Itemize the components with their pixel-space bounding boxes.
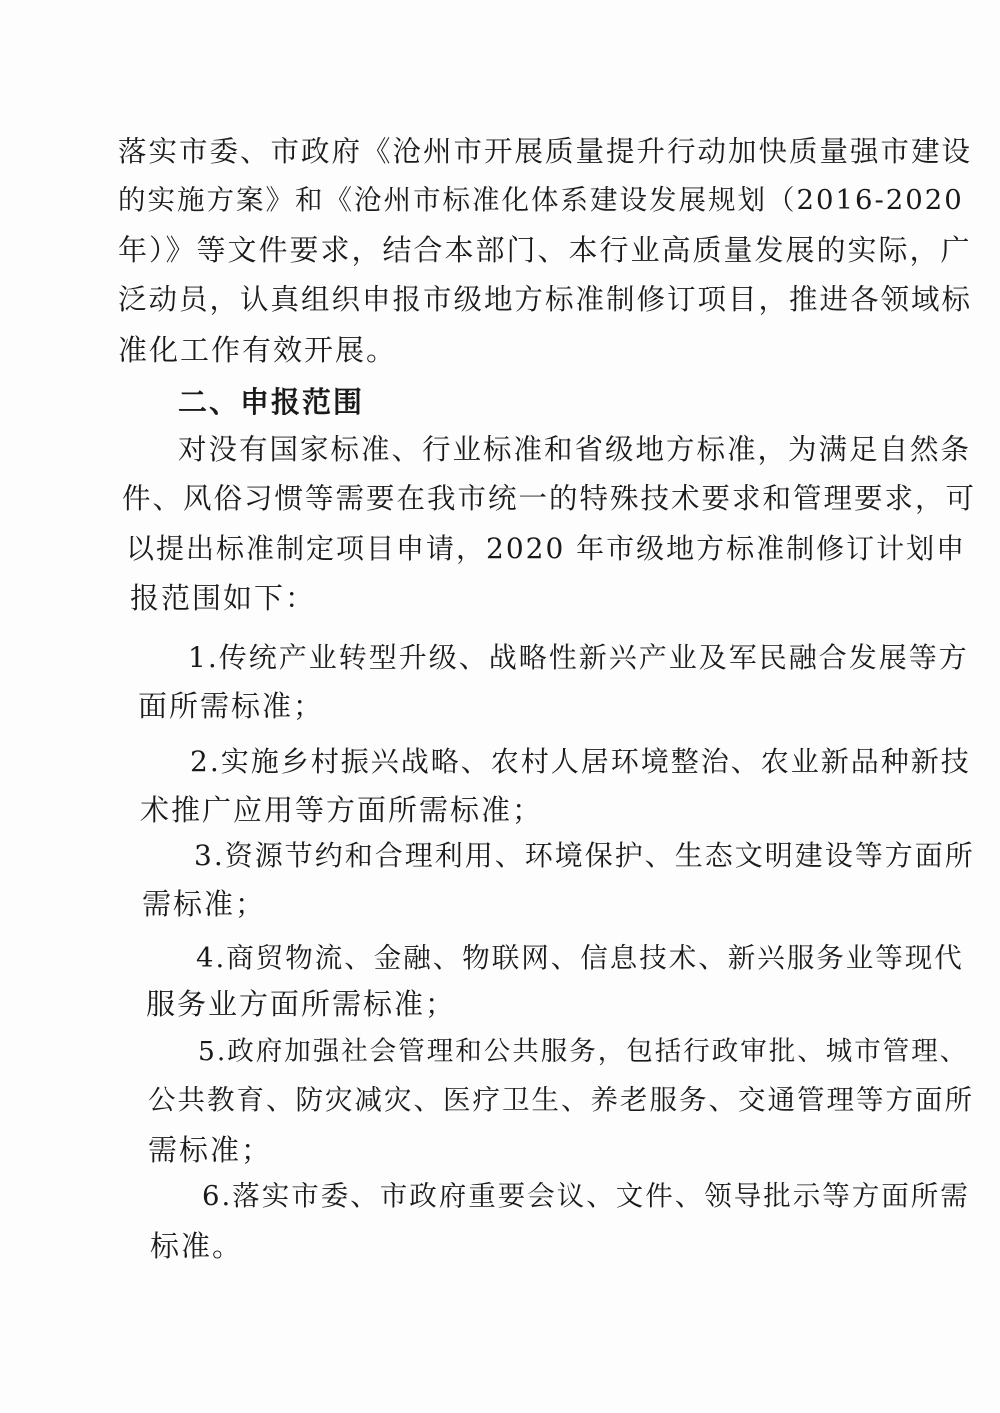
body-line: 报范围如下： (130, 581, 317, 615)
list-item-continued: 公共教育、防灾减灾、医疗卫生、养老服务、交通管理等方面所 (148, 1084, 974, 1116)
list-item-continued: 术推广应用等方面所需标准； (140, 793, 544, 827)
list-item: 3.资源节约和合理利用、环境保护、生态文明建设等方面所 (194, 839, 975, 872)
list-item-continued: 服务业方面所需标准； (146, 987, 457, 1021)
body-line: 准化工作有效开展。 (118, 333, 398, 367)
body-line: 落实市委、市政府《沧州市开展质量提升行动加快质量强市建设 (118, 135, 973, 168)
list-item: 1.传统产业转型升级、战略性新兴产业及军民融合发展等方 (188, 641, 969, 674)
body-line: 件、风俗习惯等需要在我市统一的特殊技术要求和管理要求，可 (122, 482, 977, 515)
list-item: 6.落实市委、市政府重要会议、文件、领导批示等方面所需 (202, 1180, 970, 1212)
section-heading: 二、申报范围 (178, 385, 365, 419)
body-line: 年）》等文件要求，结合本部门、本行业高质量发展的实际，广 (118, 233, 972, 267)
body-line: 泛动员，认真组织申报市级地方标准制修订项目，推进各领域标 (118, 283, 973, 316)
list-item: 2.实施乡村振兴战略、农村人居环境整治、农业新品种新技 (190, 745, 971, 778)
body-line: 对没有国家标准、行业标准和省级地方标准，为满足自然条 (178, 433, 972, 466)
list-item-continued: 需标准； (148, 1133, 273, 1167)
list-item: 5.政府加强社会管理和公共服务，包括行政审批、城市管理、 (198, 1036, 969, 1067)
list-item-continued: 标准。 (150, 1229, 244, 1263)
body-line: 的实施方案》和《沧州市标准化体系建设发展规划（2016-2020 (118, 184, 964, 216)
list-item-continued: 需标准； (142, 887, 267, 921)
body-line: 以提出标准制定项目申请，2020 年市级地方标准制修订计划申 (126, 532, 967, 565)
list-item: 4.商贸物流、金融、物联网、信息技术、新兴服务业等现代 (196, 942, 964, 974)
list-item-continued: 面所需标准； (138, 689, 325, 723)
